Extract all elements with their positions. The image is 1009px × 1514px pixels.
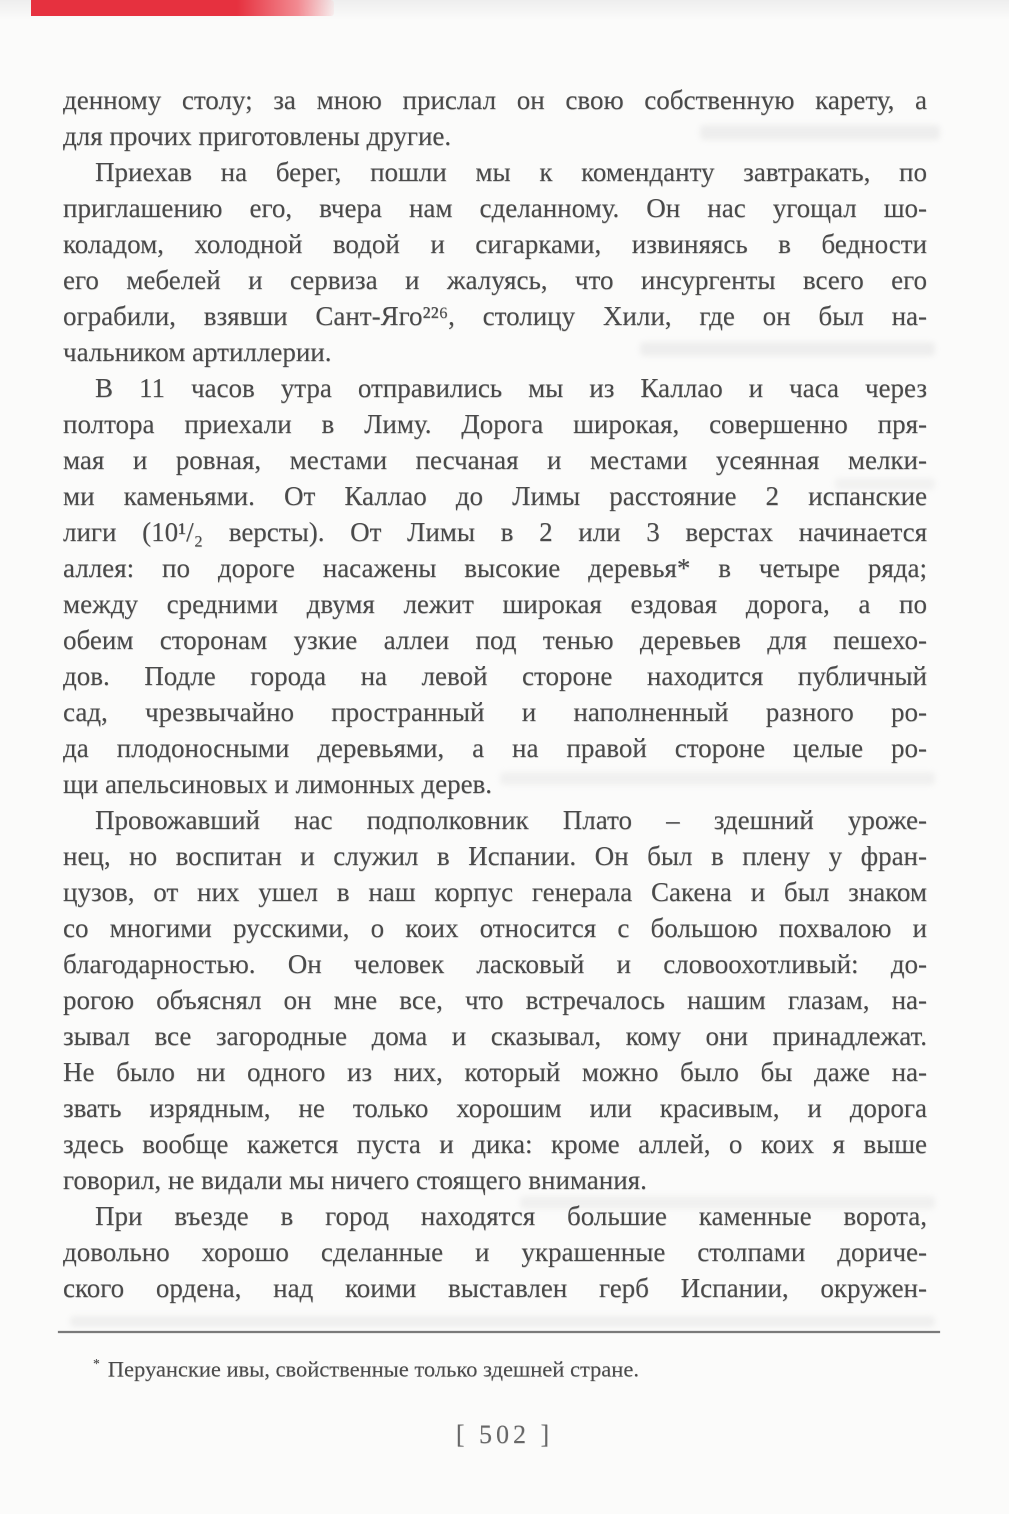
text-line: для прочих приготовлены другие. — [63, 121, 452, 151]
text-line: ского ордена, над коими выставлен герб Испании, окружен- — [63, 1273, 927, 1303]
text-line: мая и ровная, местами песчаная и местами усеянная мелки- — [63, 445, 927, 475]
text-line: да плодоносными деревьями, а на правой стороне целые ро- — [63, 733, 927, 763]
text-line: ми каменьями. От Каллао до Лимы расстояние 2 испанские — [63, 481, 927, 511]
text-line: благодарностью. Он человек ласковый и словоохотливый: до- — [63, 949, 927, 979]
text-line: здесь вообще кажется пуста и дика: кроме аллей, о коих я выше — [63, 1129, 927, 1159]
footnote-marker: * — [93, 1356, 100, 1371]
text-line: Не было ни одного из них, который можно было бы даже на- — [63, 1057, 927, 1087]
text-line: аллея: по дороге насажены высокие деревья* в четыре ряда; — [63, 553, 927, 583]
text-line: При въезде в город находятся большие каменные ворота, — [95, 1201, 927, 1231]
text-line: лиги (10¹/₂ версты). От Лимы в 2 или 3 верстах начинается — [63, 517, 927, 547]
text-line: денному столу; за мною прислал он свою собственную карету, а — [63, 85, 927, 115]
text-line: дов. Подле города на левой стороне находится публичный — [63, 661, 927, 691]
text-line: рогою объяснял он мне все, что встречалось нашим глазам, на- — [63, 985, 927, 1015]
text-line: между средними двумя лежит широкая ездовая дорога, а по — [63, 589, 927, 619]
text-line: приглашению его, вчера нам сделанному. Он нас угощал шо- — [63, 193, 927, 223]
text-line: полтора приехали в Лиму. Дорога широкая, совершенно пря- — [63, 409, 927, 439]
text-line: звать изрядным, не только хорошим или красивым, и дорога — [63, 1093, 927, 1123]
text-line: В 11 часов утра отправились мы из Каллао и часа через — [95, 373, 927, 403]
footnote-rule — [58, 1331, 940, 1333]
footnote-text: Перуанские ивы, свойственные только здешней стране. — [107, 1356, 639, 1382]
text-line: чальником артиллерии. — [63, 337, 332, 367]
text-line: Провожавший нас подполковник Плато – здешний уроже- — [95, 805, 927, 835]
footnote — [63, 1349, 927, 1385]
page-number: [ 502 ] — [455, 1420, 554, 1449]
scan-artifact-red-stripe — [31, 0, 334, 16]
text-line: цузов, от них ушел в наш корпус генерала Сакена и был знаком — [63, 877, 927, 907]
bleed-through-artifact — [70, 1316, 935, 1327]
text-line: обеим сторонам узкие аллеи под тенью деревьев для пешехо- — [63, 625, 927, 655]
text-line: щи апельсиновых и лимонных дерев. — [63, 769, 493, 799]
text-line: нец, но воспитан и служил в Испании. Он был в плену у фран- — [63, 841, 927, 871]
text-block — [63, 82, 927, 1306]
text-line: Приехав на берег, пошли мы к коменданту завтракать, по — [95, 157, 927, 187]
text-line: со многими русскими, о коих относится с большою похвалою и — [63, 913, 927, 943]
text-line: говорил, не видали мы ничего стоящего внимания. — [63, 1165, 647, 1195]
text-line: зывал все загородные дома и сказывал, кому они принадлежат. — [63, 1021, 927, 1051]
text-line: сад, чрезвычайно пространный и наполненный разного ро- — [63, 697, 927, 727]
text-line: ограбили, взявши Сант-Яго²²⁶, столицу Хили, где он был на- — [63, 301, 927, 331]
text-line: коладом, холодной водой и сигарками, извиняясь в бедности — [63, 229, 927, 259]
text-line: его мебелей и сервиза и жалуясь, что инсургенты всего его — [63, 265, 927, 295]
text-line: довольно хорошо сделанные и украшенные столпами дориче- — [63, 1237, 927, 1267]
